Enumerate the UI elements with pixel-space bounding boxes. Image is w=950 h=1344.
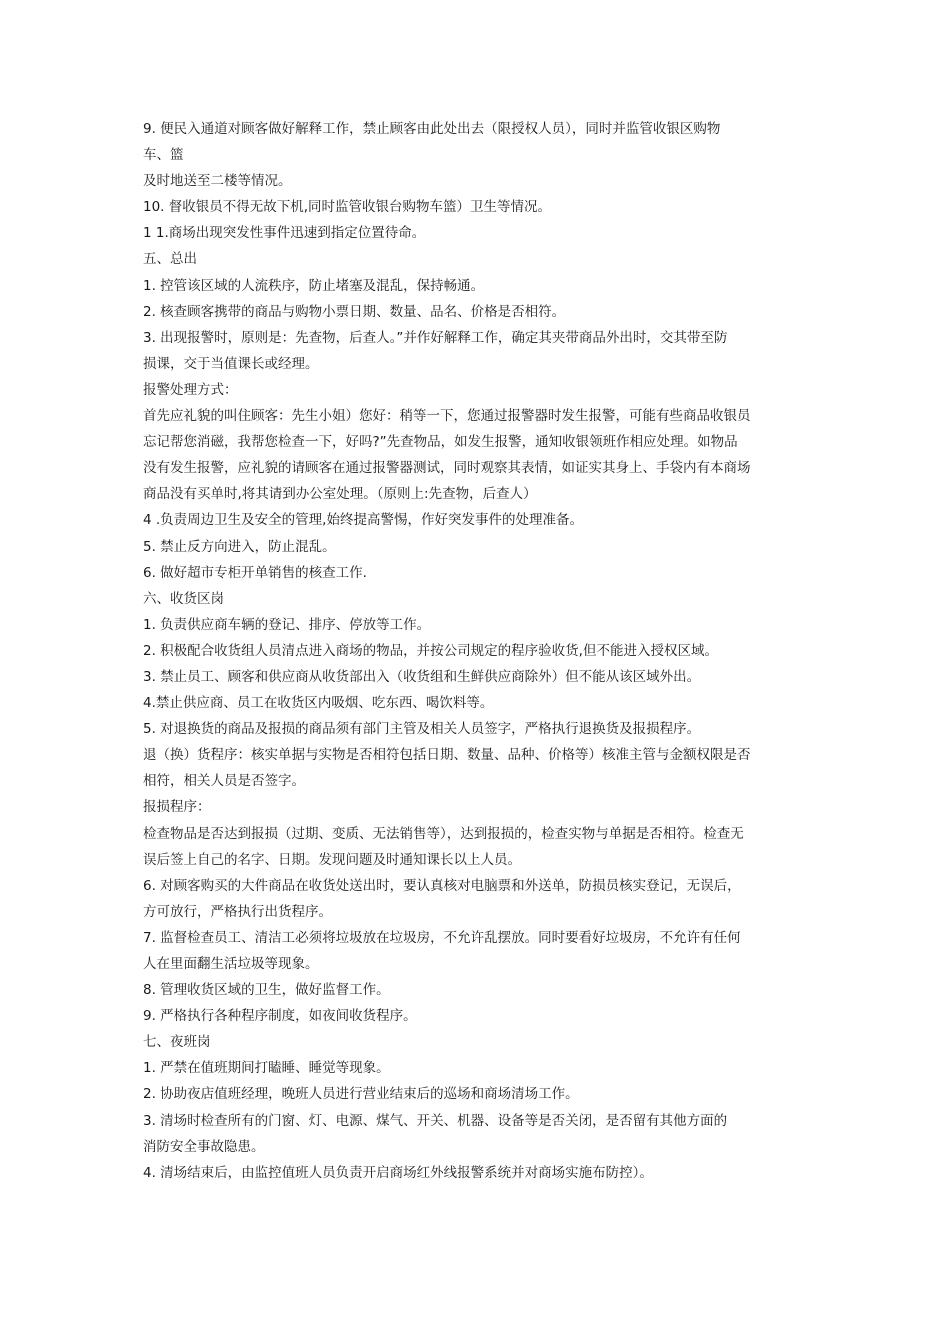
text-line: 损课，交于当值课长或经理。 [143,355,319,372]
text-line: 1. 负责供应商车辆的登记、排序、停放等工作。 [143,616,431,633]
text-line: 7. 监督检查员工、清洁工必须将垃圾放在垃圾房，不允许乱摆放。同时要看好垃圾房，不允许有任何 [143,929,741,946]
section-heading-7: 七、夜班岗 [143,1034,211,1051]
text-line: 8. 管理收货区域的卫生，做好监督工作。 [143,982,390,999]
text-line: 忘记帮您消磁，我帮您检查一下，好吗?”先查物品，如发生报警，通知收银领班作相应处理。如物品 [143,434,738,451]
text-line: 检查物品是否达到报损（过期、变质、无法销售等），达到报损的，检查实物与单据是否相符。检查无 [143,825,744,842]
text-line: 商品没有买单时,将其请到办公室处理。（原则上:先查物，后查人） [143,486,537,503]
text-line: 退（换）货程序：核实单据与实物是否相符包括日期、数量、品种、价格等）核准主管与金额权限是否 [143,747,751,764]
text-line: 人在里面翻生活垃圾等现象。 [143,956,319,972]
text-line: 方可放行，严格执行出货程序。 [143,903,332,920]
text-line: 误后签上自己的名字、日期。发现问题及时通知课长以上人员。 [143,851,521,868]
text-line: 9. 便民入通道对顾客做好解释工作，禁止顾客由此处出去（限授权人员），同时并监管收银区购物 [143,121,721,137]
section-heading-5: 五、总出 [143,251,197,268]
text-line: 消防安全事故隐患。 [143,1138,265,1155]
text-line: 及时地送至二楼等情况。 [143,173,292,190]
text-line: 相符，相关人员是否签字。 [143,773,305,790]
text-line: 5. 禁止反方向进入，防止混乱。 [143,538,336,555]
subheading-loss-procedure: 报损程序： [143,799,211,816]
text-line: 1 1.商场出现突发性事件迅速到指定位置待命。 [143,225,426,242]
text-line: 6. 做好超市专柜开单销售的核查工作. [143,564,367,581]
text-line: 4. 清场结束后，由监控值班人员负责开启商场红外线报警系统并对商场实施布防控）。 [143,1164,653,1181]
text-line: 9. 严格执行各种程序制度，如夜间收货程序。 [143,1008,417,1025]
text-line: 1. 控管该区域的人流秩序，防止堵塞及混乱，保持畅通。 [143,277,485,294]
text-line: 首先应礼貌的叫住顾客：先生小姐）您好：稍等一下，您通过报警器时发生报警，可能有些商品收银员 [143,408,751,425]
text-line: 5. 对退换货的商品及报损的商品须有部门主管及相关人员签字，严格执行退换货及报损程序。 [143,721,701,738]
section-heading-6: 六、收货区岗 [143,590,224,607]
text-line: 4 .负责周边卫生及安全的管理,始终提高警惕，作好突发事件的处理准备。 [143,512,583,529]
text-line: 2. 积极配合收货组人员清点进入商场的物品，并按公司规定的程序验收货,但不能进入授权区域。 [143,642,718,659]
text-line: 3. 出现报警时，原则是：先查物，后查人。”并作好解释工作，确定其夹带商品外出时，交其带至防 [143,329,728,346]
text-line: 3. 清场时检查所有的门窗、灯、电源、煤气、开关、机器、设备等是否关闭，是否留有其他方面的 [143,1112,728,1129]
document-body [143,116,820,1186]
text-line: 3. 禁止员工、顾客和供应商从收货部出入（收货组和生鲜供应商除外）但不能从该区域外出。 [143,668,701,685]
text-line: 10. 督收银员不得无故下机,同时监管收银台购物车篮）卫生等情况。 [143,199,552,216]
text-line: 2. 核查顾客携带的商品与购物小票日期、数量、品名、价格是否相符。 [143,303,566,320]
text-line: 2. 协助夜店值班经理，晚班人员进行营业结束后的巡场和商场清场工作。 [143,1086,579,1103]
text-line: 1. 严禁在值班期间打瞌睡、睡觉等现象。 [143,1060,390,1077]
text-line: 6. 对顾客购买的大件商品在收货处送出时，要认真核对电脑票和外送单，防损员核实登记，无误后， [143,877,741,894]
subheading-alarm-handling: 报警处理方式： [143,381,238,398]
text-line: 车、篮 [143,147,184,164]
text-line: 4.禁止供应商、员工在收货区内吸烟、吃东西、喝饮料等。 [143,695,494,712]
text-line: 没有发生报警，应礼貌的请顾客在通过报警器测试，同时观察其表情，如证实其身上、手袋内有本商场 [143,460,751,477]
